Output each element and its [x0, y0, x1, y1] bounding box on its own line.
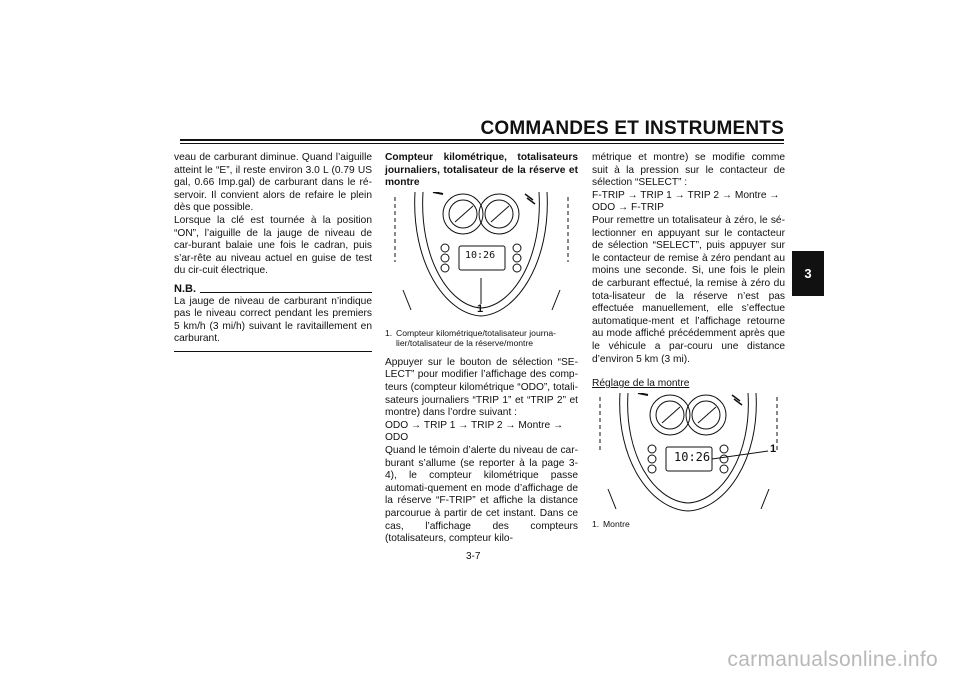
- sequence-line: ODO → F-TRIP: [592, 202, 664, 214]
- figure-odometer: [385, 192, 578, 326]
- figure-clock: [592, 393, 785, 517]
- caption-line: Compteur kilométrique/totalisateur journa-: [396, 327, 557, 338]
- note-label: N.B.: [174, 282, 196, 295]
- page-title: COMMANDES ET INSTRUMENTS: [480, 118, 784, 139]
- chapter-tab: [792, 251, 824, 296]
- chapter-tab-label: 3: [804, 266, 812, 281]
- paragraph: Appuyer sur le bouton de sélection “SE-LECT” pour modifier l’affichage des comp-teurs (compteur kilométrique “ODO”, totali-sateurs journaliers “TRIP 1” et “TRIP 2” et montre) dans l’ordre suivant :: [385, 356, 578, 419]
- note-end-rule: [174, 351, 372, 352]
- figure-caption: [385, 328, 578, 348]
- figure-callout: 1: [477, 302, 484, 315]
- paragraph: veau de carburant diminue. Quand l’aiguille atteint le “E”, il reste environ 3.0 L (0.79 US gal, 0.66 Imp.gal) de carburant dans le ré-servoir. Il convient alors de refaire le plein dès que possible.: [174, 152, 372, 214]
- caption-line: Montre: [603, 518, 630, 529]
- sequence-line: ODO → TRIP 1 → TRIP 2 → Montre →: [385, 419, 564, 431]
- column-3: [592, 152, 785, 529]
- paragraph: Quand le témoin d’alerte du niveau de car-burant s’allume (se reporter à la page 3-4), le compteur kilométrique passe automati-quement en mode d’affichage de la réserve “F-TRIP” et affiche la distance parcourue à partir de cet instant. Dans ce cas, l’affichage des compteurs (totalisateurs, compteur kilo-: [385, 444, 578, 545]
- section-heading: Compteur kilométrique, totalisateurs journaliers, totalisateur de la réserve et montre: [385, 152, 578, 189]
- figure-caption: [592, 519, 785, 529]
- subsection-heading: Réglage de la montre: [592, 378, 690, 390]
- caption-number: 1.: [385, 327, 393, 338]
- note-text: La jauge de niveau de carburant n’indique pas le niveau correct pendant les premiers 5 km/h (3 mi/h) suivant le ravitaillement en carburant.: [174, 295, 372, 345]
- sequence-line: ODO: [385, 432, 409, 444]
- caption-number: 1.: [592, 518, 600, 529]
- paragraph: Pour remettre un totalisateur à zéro, le sé-lectionner en appuyant sur le contacteur de sélection “SELECT”, puis appuyer sur le contacteur de remise à zéro pendant au moins une seconde. Si, une fois le plein de carburant effectué, la remise à zéro du tota-lisateur de la réserve n’est pas effectuée manuellement, elle s’effectue automatique-ment et l’affichage retourne au mode affiché précédemment après que le véhicule a par-couru une distance d’environ 5 km (3 mi).: [592, 214, 785, 365]
- note-heading: [174, 283, 372, 296]
- caption-line: lier/totalisateur de la réserve/montre: [396, 337, 534, 348]
- column-2: [385, 152, 578, 546]
- display-readout: 10:26: [674, 449, 711, 464]
- header-rule: [180, 139, 784, 141]
- display-readout: 10:26: [465, 249, 496, 261]
- paragraph: Lorsque la clé est tournée à la position “ON”, l’aiguille de la jauge de niveau de car-burant balaie une fois le cadran, puis s’ar-rête au niveau actuel en guise de test du cir-cuit électrique.: [174, 214, 372, 277]
- paragraph: métrique et montre) se modifie comme suit à la pression sur le contacteur de sélection “SELECT” :: [592, 152, 785, 189]
- header-rule-thin: [180, 143, 784, 144]
- watermark: carmanualsonline.info: [727, 648, 938, 671]
- figure-callout: 1: [770, 442, 777, 455]
- page-number: 3-7: [466, 551, 481, 562]
- sequence-line: F-TRIP → TRIP 1 → TRIP 2 → Montre →: [592, 189, 780, 201]
- column-1: [174, 152, 372, 352]
